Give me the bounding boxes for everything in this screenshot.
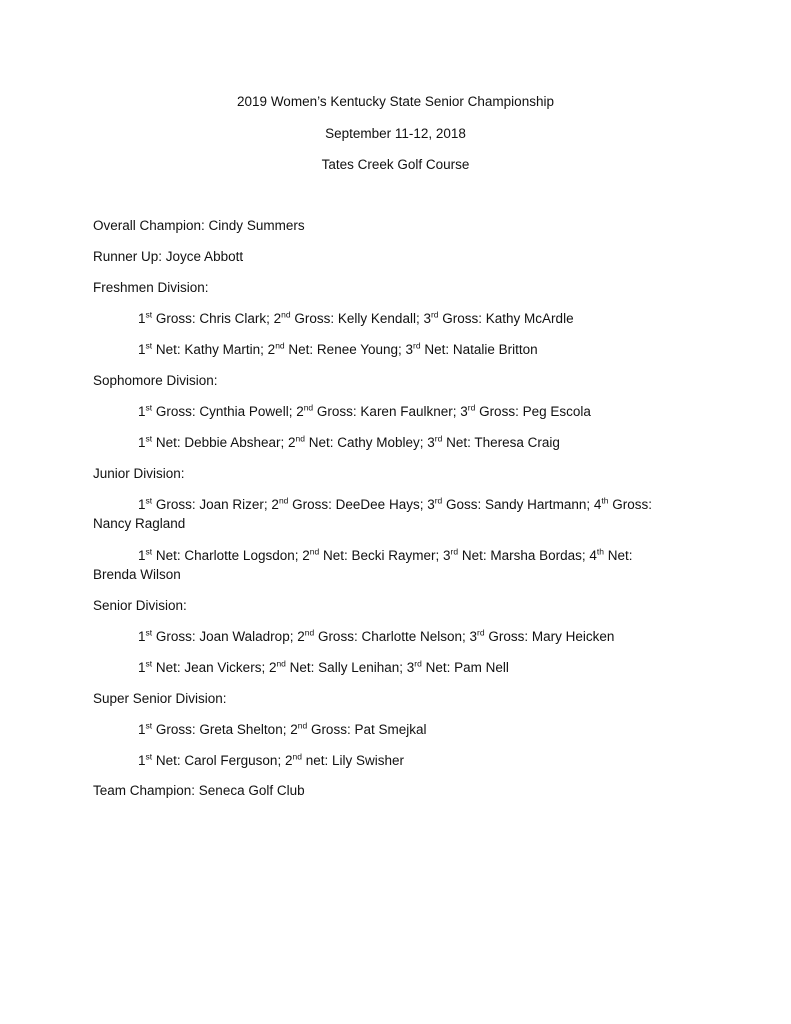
ordinal-suffix: th [601, 495, 609, 506]
ordinal-suffix: st [145, 495, 153, 506]
ordinal-suffix: rd [477, 627, 485, 638]
ordinal-suffix: st [145, 340, 153, 351]
sophomore-gross-results: 1st Gross: Cynthia Powell; 2nd Gross: Karen Faulkner; 3rd Gross: Peg Escola [138, 402, 591, 419]
ordinal-suffix: st [145, 546, 153, 557]
ordinal-suffix: st [145, 627, 153, 638]
ordinal-suffix: nd [304, 627, 315, 638]
ordinal-suffix: rd [430, 309, 439, 320]
super-senior-gross-results: 1st Gross: Greta Shelton; 2nd Gross: Pat Smejkal [138, 720, 427, 737]
ordinal-suffix: nd [309, 546, 320, 557]
document-title: 2019 Women’s Kentucky State Senior Championship [237, 94, 554, 109]
ordinal-suffix: st [145, 402, 153, 413]
junior-net-results: 1st Net: Charlotte Logsdon; 2nd Net: Becki Raymer; 3rd Net: Marsha Bordas; 4th Net: [138, 546, 633, 563]
division-title-super-senior: Super Senior Division: [93, 691, 227, 706]
event-dates: September 11-12, 2018 [325, 126, 466, 141]
ordinal-suffix: nd [292, 751, 302, 762]
ordinal-suffix: nd [276, 658, 286, 669]
overall-champion: Overall Champion: Cindy Summers [93, 218, 305, 233]
ordinal-suffix: rd [450, 546, 459, 557]
ordinal-suffix: th [596, 546, 604, 557]
ordinal-suffix: rd [467, 402, 476, 413]
ordinal-suffix: nd [275, 340, 285, 351]
ordinal-suffix: st [145, 720, 153, 731]
ordinal-suffix: st [145, 309, 153, 320]
division-title-freshmen: Freshmen Division: [93, 280, 209, 295]
junior-gross-continuation: Nancy Ragland [93, 516, 186, 531]
ordinal-suffix: nd [297, 720, 308, 731]
junior-net-continuation: Brenda Wilson [93, 567, 181, 582]
ordinal-suffix: nd [281, 309, 291, 320]
division-title-junior: Junior Division: [93, 466, 185, 481]
ordinal-suffix: rd [414, 658, 422, 669]
senior-gross-results: 1st Gross: Joan Waladrop; 2nd Gross: Charlotte Nelson; 3rd Gross: Mary Heicken [138, 627, 615, 644]
runner-up: Runner Up: Joyce Abbott [93, 249, 244, 264]
super-senior-net-results: 1st Net: Carol Ferguson; 2nd net: Lily Swisher [138, 751, 404, 768]
ordinal-suffix: rd [434, 495, 443, 506]
ordinal-suffix: nd [303, 402, 314, 413]
ordinal-suffix: st [145, 433, 153, 444]
sophomore-net-results: 1st Net: Debbie Abshear; 2nd Net: Cathy Mobley; 3rd Net: Theresa Craig [138, 433, 560, 450]
ordinal-suffix: nd [278, 495, 289, 506]
freshmen-gross-results: 1st Gross: Chris Clark; 2nd Gross: Kelly Kendall; 3rd Gross: Kathy McArdle [138, 309, 574, 326]
division-title-sophomore: Sophomore Division: [93, 373, 218, 388]
team-champion: Team Champion: Seneca Golf Club [93, 783, 305, 798]
junior-gross-results: 1st Gross: Joan Rizer; 2nd Gross: DeeDee Hays; 3rd Goss: Sandy Hartmann; 4th Gross: [138, 495, 652, 512]
ordinal-suffix: rd [413, 340, 421, 351]
ordinal-suffix: nd [295, 433, 305, 444]
event-course: Tates Creek Golf Course [321, 157, 470, 172]
division-title-senior: Senior Division: [93, 598, 187, 613]
senior-net-results: 1st Net: Jean Vickers; 2nd Net: Sally Lenihan; 3rd Net: Pam Nell [138, 658, 509, 675]
ordinal-suffix: st [145, 751, 153, 762]
freshmen-net-results: 1st Net: Kathy Martin; 2nd Net: Renee Young; 3rd Net: Natalie Britton [138, 340, 538, 357]
ordinal-suffix: rd [434, 433, 443, 444]
ordinal-suffix: st [145, 658, 153, 669]
